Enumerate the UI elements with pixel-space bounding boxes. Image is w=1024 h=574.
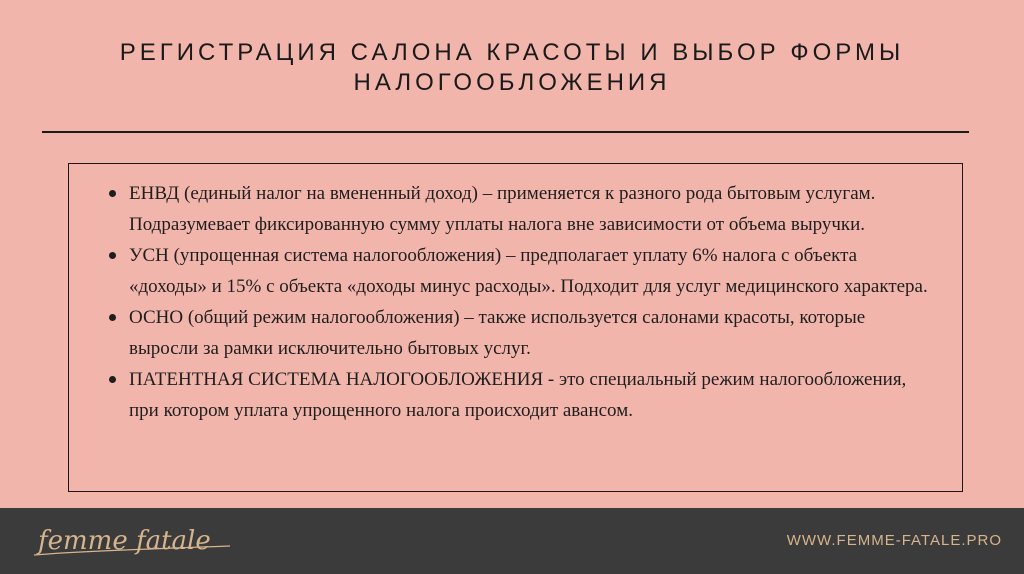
title-divider bbox=[42, 131, 969, 133]
slide-title-line-1: РЕГИСТРАЦИЯ САЛОНА КРАСОТЫ И ВЫБОР ФОРМЫ bbox=[119, 39, 905, 66]
bullet-dot-icon bbox=[109, 252, 116, 259]
bullet-item-usn bbox=[103, 240, 938, 302]
bullet-dot-icon bbox=[109, 190, 116, 197]
bullet-list bbox=[103, 178, 938, 426]
logo-text: femme fatale bbox=[38, 526, 211, 556]
website-link[interactable]: WWW.FEMME-FATALE.PRO bbox=[786, 532, 1002, 549]
bullet-text: ПАТЕНТНАЯ СИСТЕМА НАЛОГООБЛОЖЕНИЯ - это специальный режим налогообложения, при котором уплата упрощенного налога происходит авансом. bbox=[129, 369, 907, 421]
slide-title bbox=[40, 38, 984, 98]
femme-fatale-logo bbox=[30, 522, 240, 562]
content-box bbox=[68, 163, 963, 492]
bullet-dot-icon bbox=[109, 376, 116, 383]
bullet-text: ЕНВД (единый налог на вмененный доход) – применяется к разного рода бытовым услугам. Подразумевает фиксированную сумму уплаты налога вне зависимости от объема выручки. bbox=[129, 183, 876, 235]
bullet-item-patent bbox=[103, 364, 938, 426]
footer-bar bbox=[0, 508, 1024, 574]
bullet-item-envd bbox=[103, 178, 938, 240]
slide-title-line-2: НАЛОГООБЛОЖЕНИЯ bbox=[353, 69, 671, 96]
bullet-item-osno bbox=[103, 302, 938, 364]
bullet-text: УСН (упрощенная система налогообложения) – предполагает уплату 6% налога с объекта «доходы» и 15% с объекта «доходы минус расходы». Подходит для услуг медицинского характера. bbox=[129, 245, 928, 297]
bullet-dot-icon bbox=[109, 314, 116, 321]
bullet-text: ОСНО (общий режим налогообложения) – также используется салонами красоты, которые выросли за рамки исключительно бытовых услуг. bbox=[129, 307, 866, 359]
